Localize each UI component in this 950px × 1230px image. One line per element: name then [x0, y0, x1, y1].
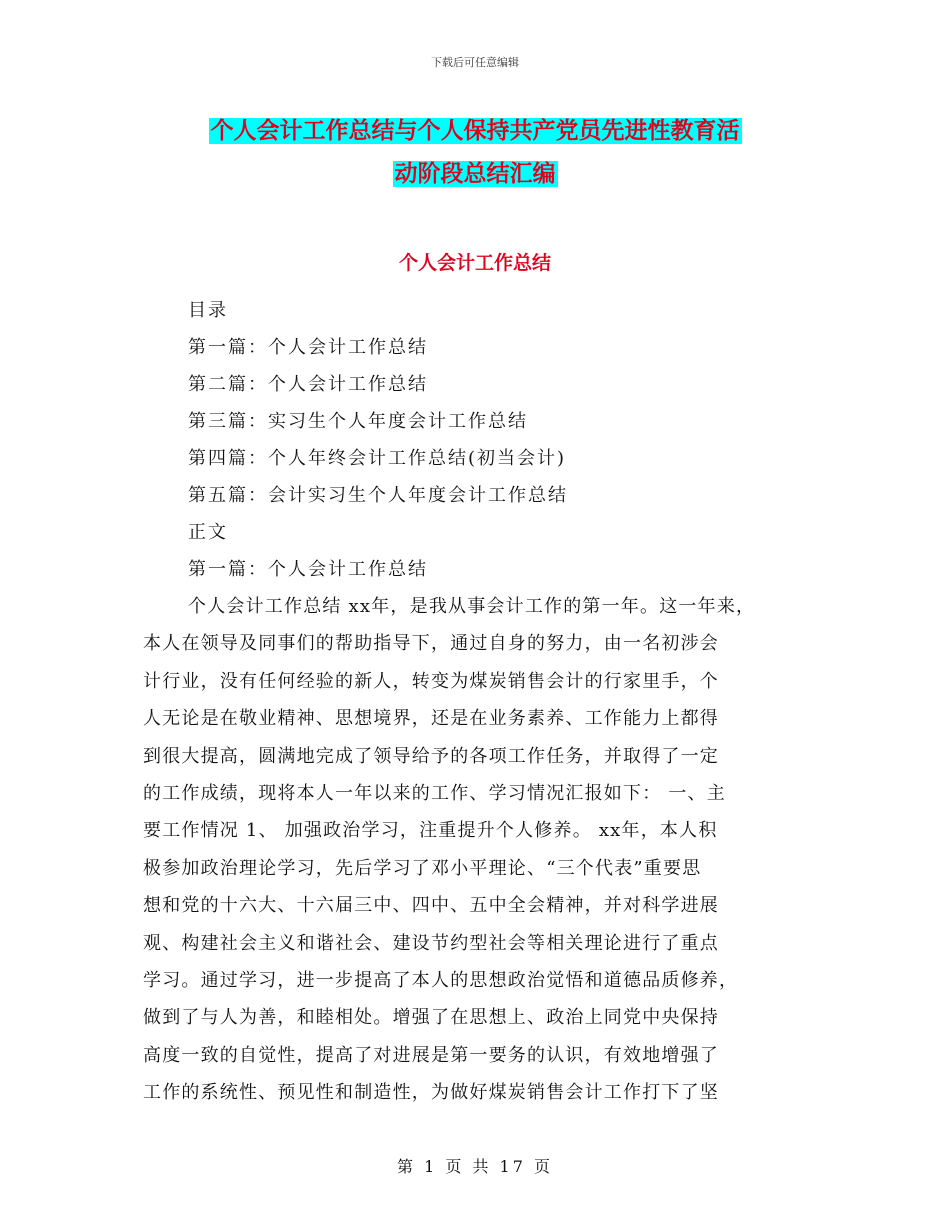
body-line: 极参加政治理论学习，先后学习了邓小平理论、“三个代表”重要思 [143, 857, 702, 879]
toc-item: 第五篇：会计实习生个人年度会计工作总结 [188, 485, 568, 506]
body-line: 计行业，没有任何经验的新人，转变为煤炭销售会计的行家里手，个 [143, 670, 719, 692]
body-line: 想和党的十六大、十六届三中、四中、五中全会精神，并对科学进展 [143, 895, 719, 917]
toc-item: 第一篇：个人会计工作总结 [188, 337, 428, 358]
page-footer: 第 1 页 共 17 页 [397, 1157, 553, 1176]
toc-heading: 目录 [188, 300, 228, 321]
document-title [0, 110, 950, 196]
document-title-line-1: 个人会计工作总结与个人保持共产党员先进性教育活 [210, 118, 740, 144]
body-line: 观、构建社会主义和谐社会、建设节约型社会等相关理论进行了重点 [143, 932, 719, 954]
toc-item: 第二篇：个人会计工作总结 [188, 374, 428, 395]
body-paragraph [143, 588, 843, 1112]
body-line: 到很大提高，圆满地完成了领导给予的各项工作任务，并取得了一定 [143, 745, 719, 767]
body-line: 工作的系统性、预见性和制造性，为做好煤炭销售会计工作打下了坚 [143, 1082, 719, 1104]
body-line: 本人在领导及同事们的帮助指导下，通过自身的努力，由一名初涉会 [143, 633, 719, 655]
body-heading: 正文 [188, 522, 228, 543]
toc-item: 第三篇：实习生个人年度会计工作总结 [188, 411, 528, 432]
section-title: 个人会计工作总结 [398, 252, 551, 274]
body-line: 个人会计工作总结 xx年，是我从事会计工作的第一年。这一年来， [188, 596, 756, 617]
body-line: 的工作成绩，现将本人一年以来的工作、学习情况汇报如下： 一、主 [143, 783, 726, 805]
document-title-line-2: 动阶段总结汇编 [394, 161, 556, 187]
chapter-heading: 第一篇：个人会计工作总结 [188, 559, 428, 580]
body-line: 高度一致的自觉性，提高了对进展是第一要务的认识，有效地增强了 [143, 1044, 719, 1066]
table-of-contents [188, 292, 568, 588]
body-line: 做到了与人为善，和睦相处。增强了在思想上、政治上同党中央保持 [143, 1007, 719, 1029]
body-line: 人无论是在敬业精神、思想境界，还是在业务素养、工作能力上都得 [143, 708, 719, 730]
header-note: 下载后可任意编辑 [431, 56, 519, 69]
body-line: 要工作情况 1、 加强政治学习，注重提升个人修养。 xx年，本人积 [143, 820, 718, 842]
toc-item: 第四篇：个人年终会计工作总结(初当会计) [188, 448, 567, 469]
body-line: 学习。通过学习，进一步提高了本人的思想政治觉悟和道德品质修养， [143, 970, 739, 992]
